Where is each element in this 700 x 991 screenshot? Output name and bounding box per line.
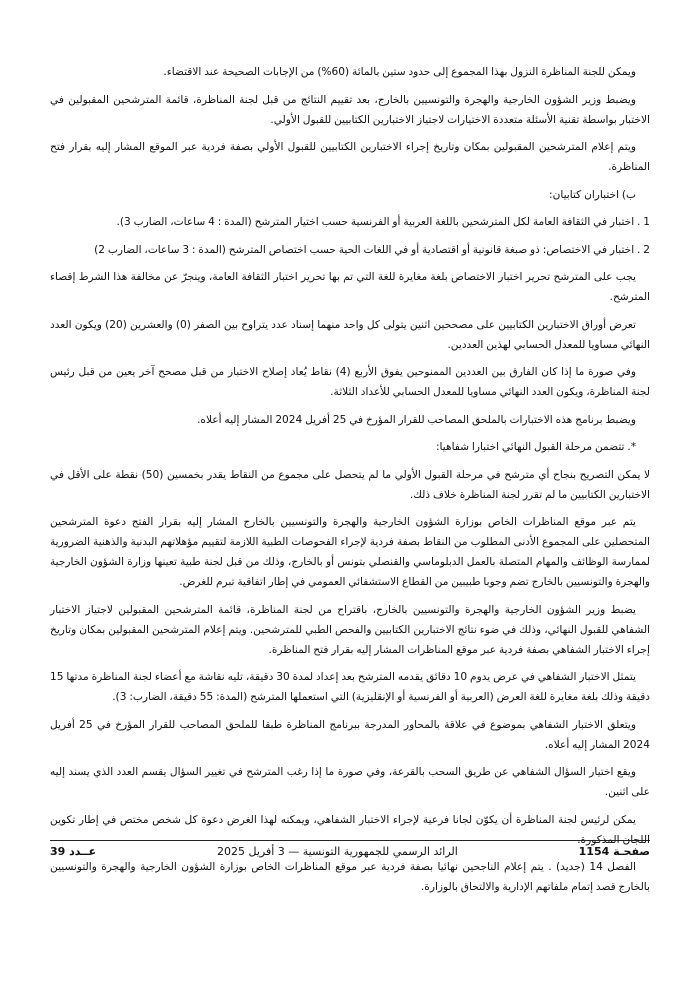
paragraph-language-rule: يجب على المترشح تحرير اختبار الاختصاص بلغة مغايرة للغة التي تم بها تحرير اختبار الثقافة العامة، وينجرّ عن مخالفة هذا الشرط إقصاء المترشح. xyxy=(50,271,650,303)
issue-number: عــدد 39 xyxy=(50,845,97,858)
list-item-specialty: 2 . اختبار في الاختصاص: ذو صبغة قانونية أو اقتصادية أو في اللغات الحية حسب اختصاص المترشح (المدة : 3 ساعات، الضارب 2) xyxy=(94,243,650,256)
paragraph-medical-exam: يتم عبر موقع المناظرات الخاص بوزارة الشؤون الخارجية والهجرة والتونسيين بالخارج المشار إليه بقرار الفتح دعوة المترشحين المتحصلين على المجموع الأدنى المطلوب من النقاط بصفة فردية لإجراء الفحوصات الطبية اللازمة لتقييم مؤهلاتهم البدنية والذهنية الضرورية لممارسة الوظائف والمهام المتصلة بالعمل الدبلوماسي والقنصلي بتونس أو بالخارج، وذلك من قبل لجنة طبية تعينها وزارة الشؤون الخارجية والهجرة والتونسيين بالخارج تضم وجوبا طبيبين من القطاع الاستشفائي العمومي في إطار اتفاقية تبرم للغرض. xyxy=(50,516,650,588)
paragraph-oral-list: يضبط وزير الشؤون الخارجية والهجرة والتونسيين بالخارج، باقتراح من لجنة المناظرة، قائمة المترشحين المقبولين لاجتياز الاختبار الشفاهي للقبول النهائي، وذلك في ضوء نتائج الاختبارين الكتابيين والفحص الطبي للمترشحين. ويتم إعلام المترشحين المقبولين بمكان وتاريخ إجراء الاختبار الشفاهي بصفة فردية عبر موقع المناظرات المشار إليه بقرار فتح المناظرة. xyxy=(50,603,650,656)
paragraph-oral-format: يتمثل الاختبار الشفاهي في عرض يدوم 10 دقائق يقدمه المترشح بعد إعداد لمدة 30 دقيقة، تليه نقاشة مع أعضاء لجنة المناظرة مدتها 15 دقيقة وذلك بلغة مغايرة للغة العرض (العربية أو الفرنسية أو الإنقليزية) التي استعملها المترشح (المدة: 55 دقيقة، الضارب: 3). xyxy=(50,671,650,703)
page-number: صفحـة 1154 xyxy=(578,845,650,858)
paragraph-written-notice: ويتم إعلام المترشحين المقبولين بمكان وتاريخ إجراء الاختبارين الكتابيين للقبول الأولي بصفة فردية عبر الموقع المشار إليه بقرار فتح المناظرة. xyxy=(50,141,650,173)
paragraph-mcq-list: ويضبط وزير الشؤون الخارجية والهجرة والتونسيين بالخارج، بعد تقييم النتائج من قبل لجنة المناظرة، قائمة المترشحين المقبولين في الاختبار بواسطة تقنية الأسئلة متعددة الاختيارات لاجتياز الاختبارين الكتابيين للقبول الأولي. xyxy=(50,93,650,126)
list-item-general-culture: 1 . اختبار في الثقافة العامة لكل المترشحين باللغة العربية أو الفرنسية حسب اختيار المترشح (المدة : 4 ساعات، الضارب 3). xyxy=(116,216,650,228)
paragraph-oral-topic: ويتعلق الاختبار الشفاهي بموضوع في علاقة بالمحاور المدرجة ببرنامج المناظرة طبقا للملحق المصاحب للقرار المؤرخ في 25 أفريل 2024 المشار إليه أعلاه. xyxy=(50,718,650,751)
paragraph-article-14: الفصل 14 (جديد) . يتم إعلام الناجحين نهائيا بصفة فردية عبر موقع المناظرات الخاص بوزارة الشؤون الخارجية والهجرة والتونسيين بالخارج قصد إتمام ملفاتهم الإدارية والالتحاق بالوزارة. xyxy=(50,861,650,893)
document-body xyxy=(50,62,650,897)
paragraph-subcommittees: يمكن لرئيس لجنة المناظرة أن يكوّن لجانا فرعية لإجراء الاختبار الشفاهي، ويمكنه لهذا الغرض دعوة كل شخص مختص في إطار تكوين اللجان المذكورة. xyxy=(50,813,650,846)
page-footer xyxy=(50,840,650,858)
paragraph-program: ويضبط برنامج هذه الاختبارات بالملحق المصاحب للقرار المؤرخ في 25 أفريل 2024 المشار إليه أعلاه. xyxy=(197,413,636,426)
section-oral-exam: *. تتضمن مرحلة القبول النهائي اختبارا شفاهيا: xyxy=(435,441,636,453)
section-written-exams: ب) اختباران كتابيان: xyxy=(549,188,636,201)
paragraph-question-draw: ويقع اختيار السؤال الشفاهي عن طريق السحب بالقرعة، وفي صورة ما إذا رغب المترشح في تغيير السؤال يقسم العدد الذي يسند إليه على اثنين. xyxy=(50,766,650,798)
paragraph-threshold: ويمكن للجنة المناظرة النزول بهذا المجموع إلى حدود ستين بالمائة (60%) من الإجابات الصحيحة عند الاقتضاء. xyxy=(163,66,636,78)
paragraph-grading: تعرض أوراق الاختبارين الكتابيين على مصححين اثنين يتولى كل واحد منهما إسناد عدد يتراوح بين الصفر (0) والعشرين (20) ويكون العدد النهائي مساويا للمعدل الحسابي لهذين العددين. xyxy=(50,318,650,351)
paragraph-minimum-score: لا يمكن التصريح بنجاح أي مترشح في مرحلة القبول الأولي ما لم يتحصل على مجموع من النقاط يقدر بخمسين (50) نقطة على الأقل في الاختبارين الكتابيين ما لم تقرر لجنة المناظرة خلاف ذلك. xyxy=(50,468,651,501)
paragraph-regrading: وفي صورة ما إذا كان الفارق بين العددين الممنوحين يفوق الأربع (4) نقاط يُعاد إصلاح الاختبار من قبل مصحح آخر يعين من قبل رئيس لجنة المناظرة، ويكون العدد النهائي مساويا للمعدل الحسابي للأعداد الثلاثة. xyxy=(50,366,650,398)
journal-title: الرائد الرسمي للجمهورية التونسية — 3 أفريل 2025 xyxy=(217,845,458,858)
